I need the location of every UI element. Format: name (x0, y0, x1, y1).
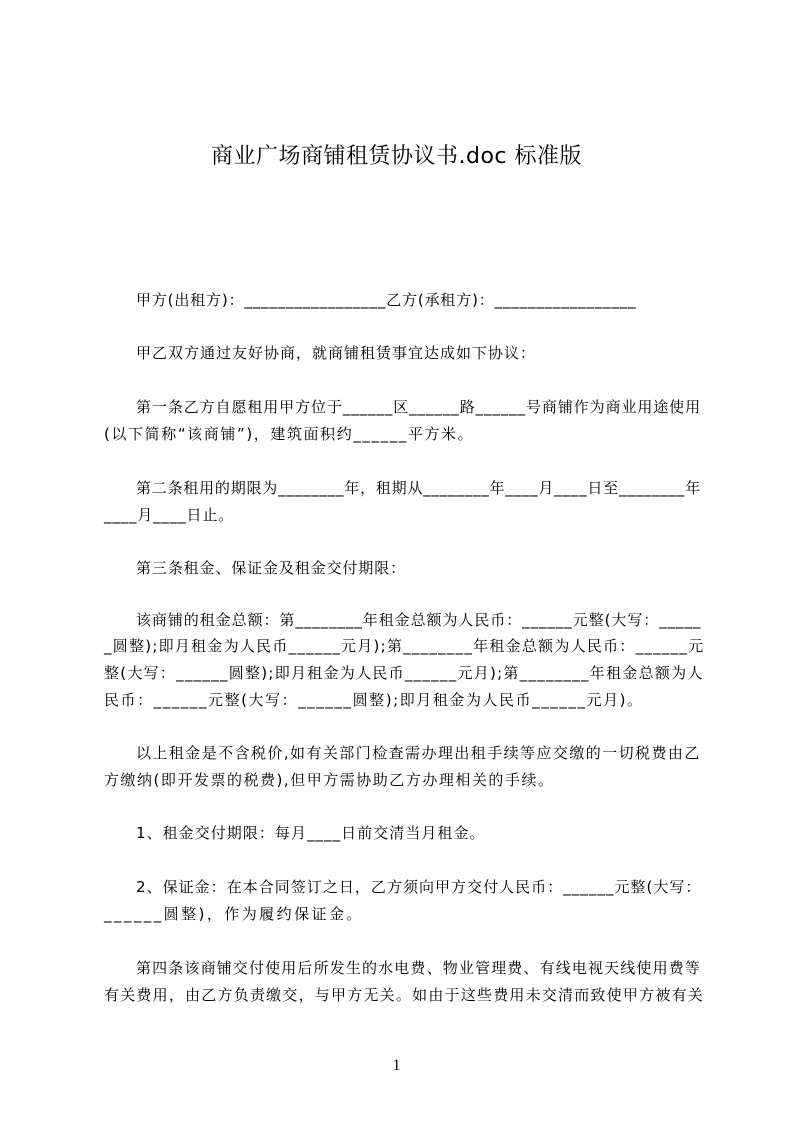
tax-line-1: 以上租金是不含税价,如有关部门检查需办理出租手续等应交缴的一切税费由乙 (136, 744, 701, 762)
rent-line-3: 整(大写：______圆整);即月租金为人民币______元月);第________年租金总额为人 (104, 664, 704, 682)
article-1-line-1: 第一条乙方自愿租用甲方位于______区______路______号商铺作为商业用途使用 (136, 398, 702, 416)
tax-line-2: 方缴纳(即开发票的税费),但甲方需协助乙方办理相关的手续。 (104, 771, 555, 789)
rent-line-4: 民币：______元整(大写：______圆整);即月租金为人民币______元月)。 (104, 691, 644, 709)
deposit-line-2: ______圆整)，作为履约保证金。 (104, 905, 364, 923)
payment-deadline-line: 1、租金交付期限：每月____日前交清当月租金。 (136, 824, 486, 842)
rent-line-1: 该商铺的租金总额：第________年租金总额为人民币：______元整(大写：_____ (136, 611, 702, 629)
rent-line-2: _圆整);即月租金为人民币______元月);第________年租金总额为人民币：______元 (104, 637, 705, 655)
article-2-line-2: ____月____日止。 (104, 506, 235, 524)
article-2-line-1: 第二条租用的期限为________年，租期从________年____月____日至________年 (136, 479, 702, 497)
article-4-line-2: 有关费用，由乙方负责缴交，与甲方无关。如由于这些费用未交清而致使甲方被有关 (104, 986, 705, 1004)
intro-line: 甲乙双方通过友好协商，就商铺租赁事宜达成如下协议： (136, 344, 537, 362)
document-title: 商业广场商铺租赁协议书.doc 标准版 (210, 144, 582, 169)
article-1-line-2: (以下简称“该商铺”)，建筑面积约______平方米。 (104, 425, 475, 443)
deposit-line-1: 2、保证金：在本合同签订之日，乙方须向甲方交付人民币：______元整(大写： (136, 878, 702, 896)
article-3-heading: 第三条租金、保证金及租金交付期限： (136, 559, 407, 577)
page-number: 1 (392, 1057, 401, 1074)
parties-line: 甲方(出租方)：_________________乙方(承租方)：_________________ (136, 291, 637, 309)
article-4-line-1: 第四条该商铺交付使用后所发生的水电费、物业管理费、有线电视天线使用费等 (136, 959, 702, 977)
